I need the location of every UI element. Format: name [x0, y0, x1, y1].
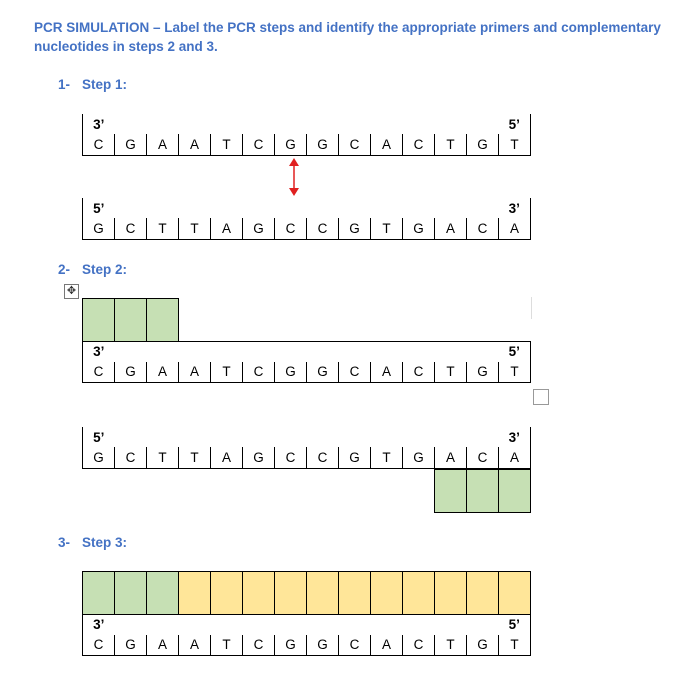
base-cell: T [211, 635, 243, 656]
nucleotide-cell[interactable] [403, 572, 435, 615]
base-cell: T [435, 362, 467, 383]
step2-bottom-strand [82, 427, 531, 469]
base-cell: G [467, 362, 499, 383]
base-cell: G [275, 362, 307, 383]
nucleotide-cell[interactable] [371, 572, 403, 615]
base-cell: G [467, 635, 499, 656]
primer-cell[interactable] [147, 572, 179, 615]
step-2-label [58, 262, 127, 277]
base-cell: T [371, 447, 403, 468]
strand-end-left: 5’ [83, 198, 115, 218]
nucleotide-cell[interactable] [467, 572, 499, 615]
step-2-text: Step 2: [82, 262, 128, 277]
base-cell: G [115, 134, 147, 155]
strand-end-left: 3’ [83, 615, 115, 635]
strand-end-right: 5’ [499, 615, 531, 635]
step-3-text: Step 3: [82, 535, 128, 550]
base-cell: A [371, 635, 403, 656]
base-cell: C [243, 362, 275, 383]
base-cell: G [307, 134, 339, 155]
step3-new-strand [82, 571, 531, 615]
double-arrow-icon [286, 158, 302, 196]
base-cell: C [275, 218, 307, 239]
primer-cell[interactable] [83, 299, 115, 342]
base-cell: G [307, 635, 339, 656]
step2-top-strand [82, 341, 531, 383]
base-cell: C [339, 362, 371, 383]
base-cell: C [243, 635, 275, 656]
base-cell: C [115, 447, 147, 468]
base-cell: C [339, 134, 371, 155]
base-cell: T [179, 218, 211, 239]
base-cell: G [275, 635, 307, 656]
base-cell: T [435, 134, 467, 155]
base-cell: A [179, 362, 211, 383]
base-cell: G [83, 218, 115, 239]
base-cell: A [499, 447, 531, 468]
strand-end-left: 3’ [83, 114, 115, 134]
base-cell: T [499, 635, 531, 656]
base-cell: A [147, 635, 179, 656]
base-cell: C [83, 362, 115, 383]
page-title: PCR SIMULATION – Label the PCR steps and identify the appropriate primers and complementary nucleotides in steps 2 and 3. [34, 20, 661, 54]
base-cell: G [83, 447, 115, 468]
base-cell: A [499, 218, 531, 239]
move-handle-icon[interactable]: ✥ [64, 284, 79, 299]
base-cell: A [435, 218, 467, 239]
base-cell: C [83, 134, 115, 155]
base-cell: T [371, 218, 403, 239]
base-cell: C [307, 447, 339, 468]
base-cell: G [467, 134, 499, 155]
step-1-number: 1- [58, 77, 71, 92]
base-cell: C [339, 635, 371, 656]
base-cell: G [403, 447, 435, 468]
base-cell: T [211, 362, 243, 383]
divider [531, 297, 532, 319]
base-cell: T [147, 447, 179, 468]
base-cell: C [403, 134, 435, 155]
base-cell: T [435, 635, 467, 656]
base-cell: G [307, 362, 339, 383]
step1-bottom-strand [82, 198, 531, 240]
base-cell: T [147, 218, 179, 239]
step-3-number: 3- [58, 535, 71, 550]
step3-top-strand [82, 614, 531, 656]
base-cell: T [179, 447, 211, 468]
nucleotide-cell[interactable] [499, 572, 531, 615]
base-cell: C [243, 134, 275, 155]
base-cell: C [467, 218, 499, 239]
step2-primer-top [82, 298, 179, 342]
step-2-number: 2- [58, 262, 71, 277]
primer-cell[interactable] [115, 572, 147, 615]
step-1-text: Step 1: [82, 77, 128, 92]
base-cell: G [275, 134, 307, 155]
nucleotide-cell[interactable] [211, 572, 243, 615]
base-cell: G [403, 218, 435, 239]
base-cell: G [339, 447, 371, 468]
base-cell: A [179, 635, 211, 656]
base-cell: C [83, 635, 115, 656]
primer-cell[interactable] [83, 572, 115, 615]
base-cell: T [499, 362, 531, 383]
base-cell: T [211, 134, 243, 155]
nucleotide-cell[interactable] [275, 572, 307, 615]
strand-end-right: 5’ [499, 114, 531, 134]
base-cell: G [339, 218, 371, 239]
strand-end-right: 3’ [499, 427, 531, 447]
primer-cell[interactable] [467, 470, 499, 513]
nucleotide-cell[interactable] [307, 572, 339, 615]
text-box-handle[interactable] [533, 389, 549, 405]
base-cell: C [115, 218, 147, 239]
base-cell: C [275, 447, 307, 468]
base-cell: G [243, 447, 275, 468]
base-cell: G [243, 218, 275, 239]
base-cell: G [115, 362, 147, 383]
nucleotide-cell[interactable] [339, 572, 371, 615]
step-1-label [58, 77, 127, 92]
nucleotide-cell[interactable] [179, 572, 211, 615]
base-cell: A [435, 447, 467, 468]
step1-top-strand [82, 114, 531, 156]
primer-cell[interactable] [499, 470, 531, 513]
primer-cell[interactable] [115, 299, 147, 342]
primer-cell[interactable] [435, 470, 467, 513]
base-cell: A [211, 447, 243, 468]
primer-cell[interactable] [147, 299, 179, 342]
base-cell: C [403, 362, 435, 383]
strand-end-right: 3’ [499, 198, 531, 218]
base-cell: C [403, 635, 435, 656]
base-cell: A [371, 134, 403, 155]
base-cell: T [499, 134, 531, 155]
base-cell: C [307, 218, 339, 239]
base-cell: G [115, 635, 147, 656]
base-cell: A [147, 134, 179, 155]
nucleotide-cell[interactable] [435, 572, 467, 615]
strand-end-left: 3’ [83, 342, 115, 362]
step2-primer-bottom [434, 469, 531, 513]
base-cell: A [179, 134, 211, 155]
base-cell: A [147, 362, 179, 383]
nucleotide-cell[interactable] [243, 572, 275, 615]
base-cell: C [467, 447, 499, 468]
base-cell: A [211, 218, 243, 239]
step-3-label [58, 535, 127, 550]
strand-end-right: 5’ [499, 342, 531, 362]
base-cell: A [371, 362, 403, 383]
strand-end-left: 5’ [83, 427, 115, 447]
